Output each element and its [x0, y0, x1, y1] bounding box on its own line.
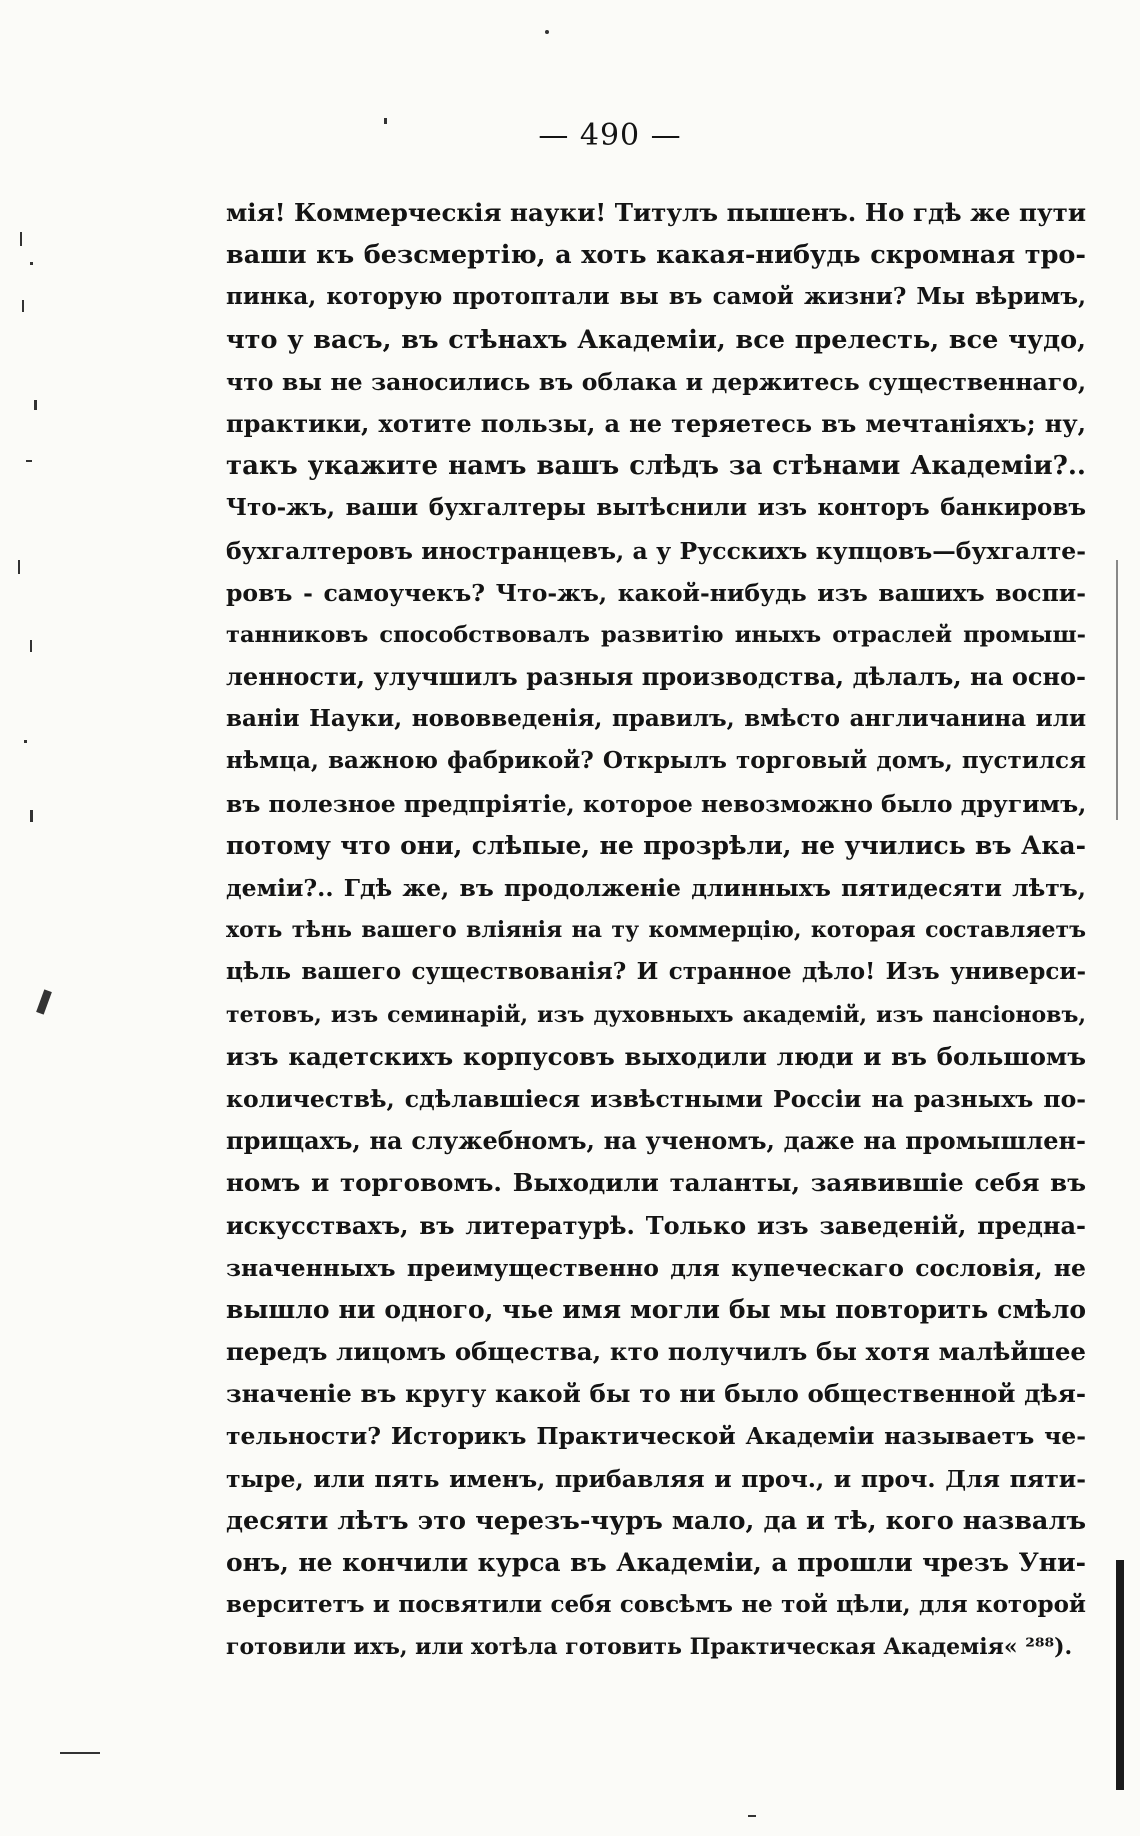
text-line: значеніе въ кругу какой бы то ни было общественной дѣя- — [226, 1379, 1086, 1409]
text-line: онъ, не кончили курса въ Академіи, а прошли чрезъ Уни- — [226, 1548, 1086, 1577]
text-line: ваши къ безсмертію, а хоть какая-нибудь скромная тро- — [226, 240, 1086, 271]
text-line: десяти лѣтъ это черезъ-чуръ мало, да и тѣ, кого назвалъ — [226, 1505, 1086, 1536]
text-line: тетовъ, изъ семинарій, изъ духовныхъ академій, изъ пансіоновъ, — [226, 1001, 1086, 1028]
margin-mark — [24, 740, 27, 743]
text-line: передъ лицомъ общества, кто получилъ бы хотя малѣйшее — [226, 1337, 1086, 1367]
text-line: нѣмца, важною фабрикой? Открылъ торговый домъ, пустился — [226, 747, 1086, 775]
text-line: готовили ихъ, или хотѣла готовить Практическая Академія« ²⁸⁸). — [226, 1634, 1073, 1661]
margin-mark — [34, 400, 37, 410]
text-line: значенныхъ преимущественно для купеческаго сословія, не — [226, 1253, 1086, 1282]
text-line: мія! Коммерческія науки! Титулъ пышенъ. Но гдѣ же пути — [226, 198, 1086, 227]
margin-mark — [30, 262, 33, 265]
text-line: изъ кадетскихъ корпусовъ выходили люди и въ большомъ — [226, 1041, 1086, 1071]
margin-mark — [20, 232, 22, 246]
text-line: ровъ - самоучекъ? Что-жъ, какой-нибудь изъ вашихъ воспи- — [226, 578, 1086, 607]
page-text — [226, 192, 1086, 1669]
text-line: что вы не заносились въ облака и держитесь существеннаго, — [226, 367, 1086, 396]
text-line: танниковъ способствовалъ развитію иныхъ отраслей промыш- — [226, 621, 1086, 648]
margin-mark — [36, 989, 52, 1014]
scan-edge — [1116, 560, 1118, 820]
text-line: цѣль вашего существованія? И странное дѣло! Изъ универси- — [226, 958, 1086, 986]
text-line: такъ укажите намъ вашъ слѣдъ за стѣнами Академіи?.. — [226, 451, 1086, 482]
margin-mark — [18, 560, 20, 574]
text-line: вышло ни одного, чье имя могли бы мы повторить смѣло — [226, 1294, 1086, 1324]
margin-mark — [26, 460, 32, 462]
scan-speck — [748, 1815, 756, 1817]
text-line: количествѣ, сдѣлавшіеся извѣстными Россіи на разныхъ по- — [226, 1084, 1086, 1113]
text-line: въ полезное предпріятіе, которое невозможно было другимъ, — [226, 789, 1086, 818]
text-line: ваніи Науки, нововведенія, правилъ, вмѣсто англичанина или — [226, 705, 1086, 733]
scan-edge — [1116, 1560, 1124, 1790]
text-line: тельности? Историкъ Практической Академіи называетъ че- — [226, 1422, 1086, 1451]
margin-mark — [30, 810, 33, 822]
text-line: хоть тѣнь вашего вліянія на ту коммерцію, которая составляетъ — [226, 917, 1086, 944]
margin-mark — [22, 300, 24, 312]
text-line: деміи?.. Гдѣ же, въ продолженіе длинныхъ пятидесяти лѣтъ, — [226, 874, 1086, 902]
text-line: ленности, улучшилъ разныя производства, дѣлалъ, на осно- — [226, 662, 1086, 692]
text-line: номъ и торговомъ. Выходили таланты, заявившіе себя въ — [226, 1168, 1086, 1198]
text-line: верситетъ и посвятили себя совсѣмъ не той цѣли, для которой — [226, 1591, 1086, 1619]
scan-speck — [384, 118, 387, 124]
scan-speck — [60, 1752, 100, 1754]
text-line: что у васъ, въ стѣнахъ Академіи, все прелесть, все чудо, — [226, 324, 1086, 355]
scan-speck — [545, 30, 549, 34]
text-line: Что-жъ, ваши бухгалтеры вытѣснили изъ конторъ банкировъ — [226, 494, 1086, 522]
margin-mark — [30, 640, 32, 652]
text-line: потому что они, слѣпые, не прозрѣли, не учились въ Ака- — [226, 830, 1086, 860]
text-line: тыре, или пять именъ, прибавляя и проч., и проч. Для пяти- — [226, 1464, 1086, 1493]
page-number: — 490 — — [538, 118, 682, 153]
text-line: пинка, которую протоптали вы въ самой жизни? Мы вѣримъ, — [226, 283, 1086, 311]
text-line: искусствахъ, въ литературѣ. Только изъ заведеній, предна- — [226, 1210, 1086, 1240]
text-line: прищахъ, на служебномъ, на ученомъ, даже на промышлен- — [226, 1126, 1086, 1156]
text-line: практики, хотите пользы, а не теряетесь въ мечтаніяхъ; ну, — [226, 408, 1086, 438]
text-line: бухгалтеровъ иностранцевъ, а у Русскихъ купцовъ—бухгалте- — [226, 536, 1086, 565]
